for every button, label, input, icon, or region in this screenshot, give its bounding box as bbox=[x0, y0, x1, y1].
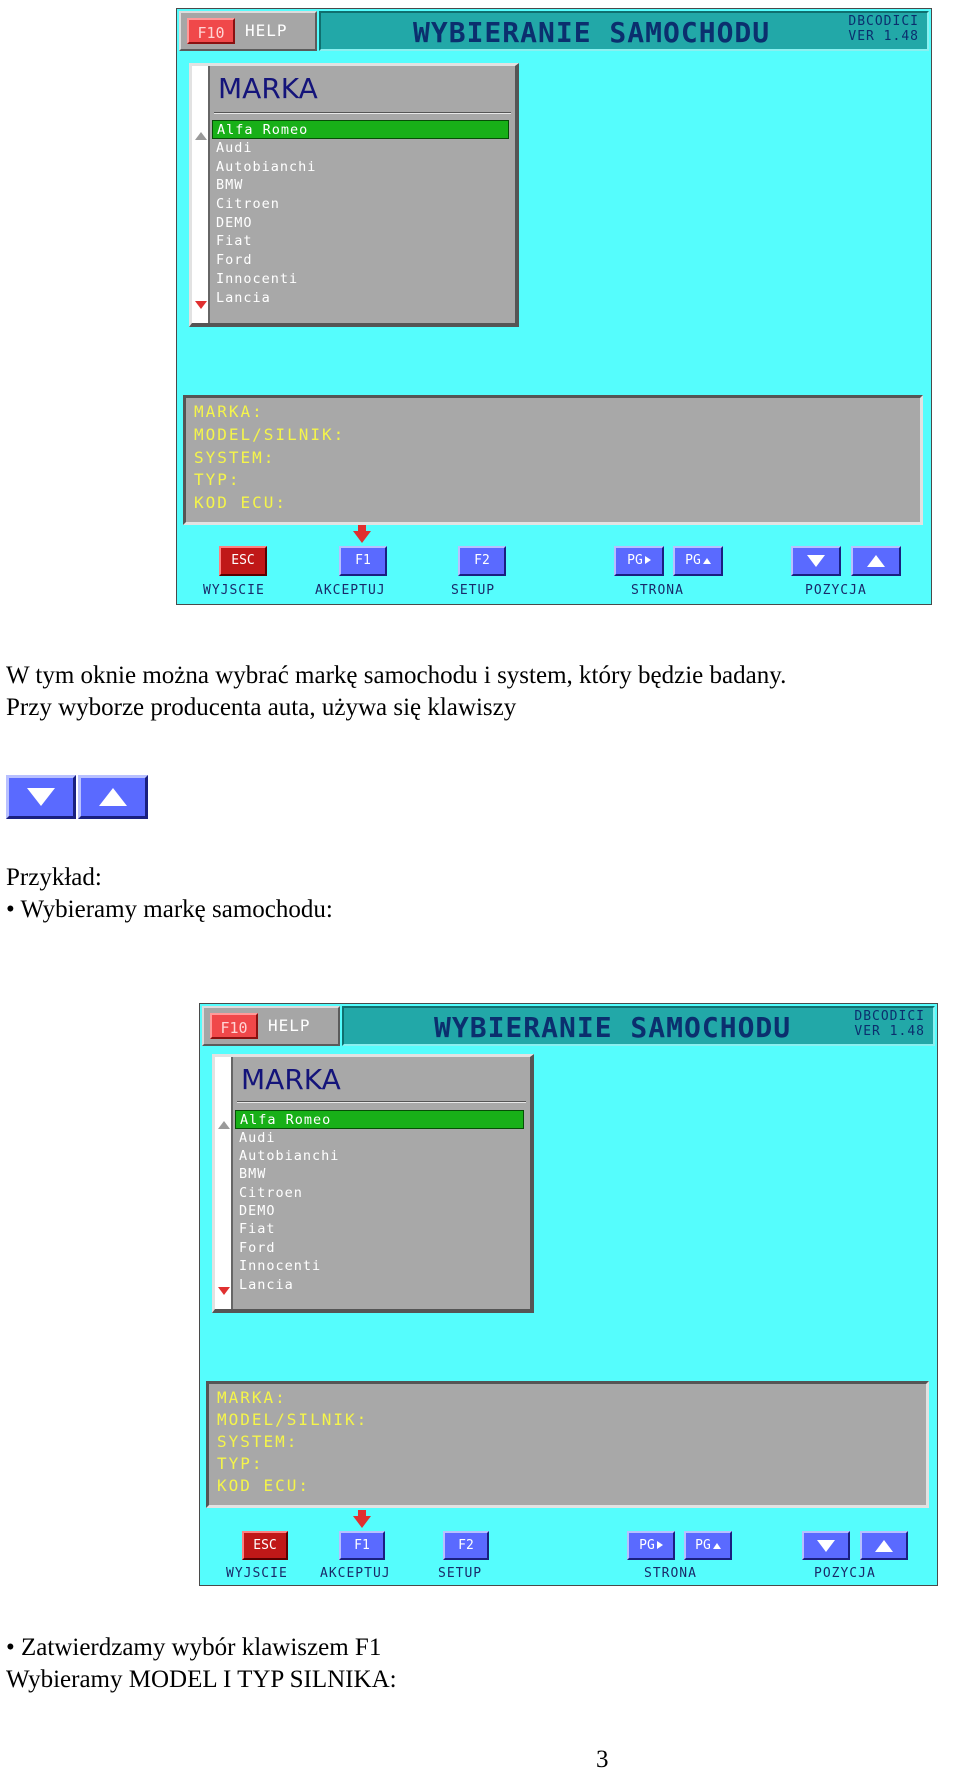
list-title: MARKA bbox=[218, 72, 318, 105]
f2-button[interactable]: F2 bbox=[443, 1531, 489, 1560]
list-item[interactable]: DEMO bbox=[216, 214, 253, 231]
help-box bbox=[179, 11, 317, 51]
info-model-silnik: MODEL/SILNIK: bbox=[194, 425, 346, 444]
label-pozycja: POZYCJA bbox=[814, 1566, 876, 1581]
pg-up-icon bbox=[703, 558, 711, 564]
list-item[interactable]: Alfa Romeo bbox=[235, 1110, 524, 1129]
info-marka: MARKA: bbox=[217, 1388, 287, 1407]
scroll-up-icon[interactable] bbox=[195, 132, 207, 140]
example-label: Przykład: bbox=[6, 864, 102, 891]
key-arrow-down-icon bbox=[27, 788, 55, 806]
arrow-up-icon bbox=[875, 1540, 893, 1552]
label-akceptuj: AKCEPTUJ bbox=[315, 583, 386, 598]
list-item[interactable]: Citroen bbox=[216, 196, 280, 213]
list-item[interactable]: Autobianchi bbox=[239, 1147, 340, 1164]
intro-line-1: W tym oknie można wybrać markę samochodu i system, który będzie badany. bbox=[6, 662, 787, 689]
version-line2: VER 1.48 bbox=[848, 29, 919, 44]
list-item[interactable]: Innocenti bbox=[239, 1258, 322, 1275]
esc-button[interactable]: ESC bbox=[242, 1531, 288, 1560]
pg-up-label: PG bbox=[685, 553, 701, 568]
help-box bbox=[202, 1006, 340, 1046]
page-number: 3 bbox=[596, 1746, 609, 1773]
scroll-down-icon[interactable] bbox=[218, 1287, 230, 1295]
f10-button[interactable]: F10 bbox=[187, 18, 235, 44]
list-item[interactable]: BMW bbox=[216, 177, 244, 194]
scroll-down-icon[interactable] bbox=[195, 301, 207, 309]
key-arrow-up-icon bbox=[99, 788, 127, 806]
list-item[interactable]: Fiat bbox=[216, 233, 253, 250]
selection-info-panel bbox=[206, 1381, 929, 1508]
select-model-line: Wybieramy MODEL I TYP SILNIKA: bbox=[6, 1666, 397, 1693]
arrow-down-button[interactable] bbox=[791, 546, 841, 576]
brand-list-panel bbox=[189, 63, 519, 327]
list-item[interactable]: Lancia bbox=[239, 1276, 294, 1293]
f10-button[interactable]: F10 bbox=[210, 1013, 258, 1039]
label-wyjscie: WYJSCIE bbox=[226, 1566, 288, 1581]
info-kod-ecu: KOD ECU: bbox=[217, 1476, 311, 1495]
version-line2: VER 1.48 bbox=[854, 1024, 925, 1039]
f1-pointer-icon bbox=[353, 1516, 371, 1528]
list-divider bbox=[214, 112, 511, 114]
pg-down-label: PG bbox=[639, 1538, 655, 1553]
list-item[interactable]: Ford bbox=[216, 252, 253, 269]
info-marka: MARKA: bbox=[194, 402, 264, 421]
info-typ: TYP: bbox=[194, 470, 241, 489]
pg-down-button[interactable] bbox=[627, 1531, 675, 1560]
version-info bbox=[854, 1009, 925, 1039]
label-strona: STRONA bbox=[631, 583, 684, 598]
arrow-up-button[interactable] bbox=[860, 1531, 908, 1560]
top-bar bbox=[200, 1004, 937, 1050]
label-setup: SETUP bbox=[451, 583, 496, 598]
list-item[interactable]: BMW bbox=[239, 1166, 267, 1183]
arrow-up-icon bbox=[867, 555, 885, 567]
info-model-silnik: MODEL/SILNIK: bbox=[217, 1410, 369, 1429]
screenshot-2 bbox=[199, 1003, 938, 1586]
list-item[interactable]: DEMO bbox=[239, 1203, 276, 1220]
bullet-select-brand: • Wybieramy markę samochodu: bbox=[6, 896, 333, 923]
esc-button[interactable]: ESC bbox=[219, 546, 267, 576]
f2-button[interactable]: F2 bbox=[458, 546, 506, 576]
pg-up-button[interactable] bbox=[673, 546, 723, 576]
info-system: SYSTEM: bbox=[217, 1432, 299, 1451]
scrollbar[interactable] bbox=[192, 66, 210, 323]
info-kod-ecu: KOD ECU: bbox=[194, 493, 288, 512]
arrow-down-button[interactable] bbox=[802, 1531, 850, 1560]
list-title: MARKA bbox=[241, 1063, 341, 1096]
arrow-down-icon bbox=[807, 555, 825, 567]
pg-up-icon bbox=[713, 1543, 721, 1549]
key-up bbox=[78, 775, 148, 819]
arrow-down-icon bbox=[817, 1540, 835, 1552]
window-title: WYBIERANIE SAMOCHODU bbox=[413, 16, 771, 49]
pg-down-icon bbox=[645, 556, 651, 564]
version-line1: DBCODICI bbox=[848, 14, 919, 29]
intro-line-2: Przy wyborze producenta auta, używa się klawiszy bbox=[6, 694, 517, 721]
list-item[interactable]: Audi bbox=[239, 1129, 276, 1146]
pg-down-button[interactable] bbox=[614, 546, 664, 576]
list-item[interactable]: Autobianchi bbox=[216, 158, 317, 175]
arrow-keys-illustration bbox=[6, 775, 148, 819]
label-strona: STRONA bbox=[644, 1566, 697, 1581]
brand-list-panel bbox=[212, 1054, 534, 1313]
brand-list bbox=[212, 120, 509, 307]
info-typ: TYP: bbox=[217, 1454, 264, 1473]
f1-button[interactable]: F1 bbox=[339, 1531, 385, 1560]
title-bar bbox=[319, 11, 929, 51]
label-akceptuj: AKCEPTUJ bbox=[320, 1566, 391, 1581]
list-item[interactable]: Lancia bbox=[216, 289, 271, 306]
version-info bbox=[848, 14, 919, 44]
info-system: SYSTEM: bbox=[194, 448, 276, 467]
scroll-up-icon[interactable] bbox=[218, 1121, 230, 1129]
selection-info-panel bbox=[183, 395, 923, 525]
list-item[interactable]: Ford bbox=[239, 1239, 276, 1256]
pg-up-button[interactable] bbox=[684, 1531, 732, 1560]
window-title: WYBIERANIE SAMOCHODU bbox=[434, 1011, 792, 1044]
list-item[interactable]: Fiat bbox=[239, 1221, 276, 1238]
f1-pointer-icon bbox=[353, 531, 371, 543]
label-wyjscie: WYJSCIE bbox=[203, 583, 265, 598]
f1-button[interactable]: F1 bbox=[339, 546, 387, 576]
list-item[interactable]: Citroen bbox=[239, 1184, 303, 1201]
list-item[interactable]: Audi bbox=[216, 140, 253, 156]
version-line1: DBCODICI bbox=[854, 1009, 925, 1024]
pg-down-icon bbox=[657, 1541, 663, 1549]
pg-up-label: PG bbox=[695, 1538, 711, 1553]
label-setup: SETUP bbox=[438, 1566, 483, 1581]
arrow-up-button[interactable] bbox=[851, 546, 901, 576]
help-label: HELP bbox=[268, 1016, 311, 1035]
screenshot-1 bbox=[176, 8, 932, 605]
list-divider bbox=[237, 1101, 526, 1103]
title-bar bbox=[342, 1006, 935, 1046]
help-label: HELP bbox=[245, 21, 288, 40]
brand-list bbox=[235, 1110, 524, 1294]
bullet-confirm-f1: • Zatwierdzamy wybór klawiszem F1 bbox=[6, 1634, 382, 1661]
top-bar bbox=[177, 9, 931, 55]
key-down bbox=[6, 775, 76, 819]
scrollbar[interactable] bbox=[215, 1057, 233, 1309]
pg-down-label: PG bbox=[627, 553, 643, 568]
list-item[interactable]: Alfa Romeo bbox=[212, 120, 509, 139]
label-pozycja: POZYCJA bbox=[805, 583, 867, 598]
list-item[interactable]: Innocenti bbox=[216, 270, 299, 287]
